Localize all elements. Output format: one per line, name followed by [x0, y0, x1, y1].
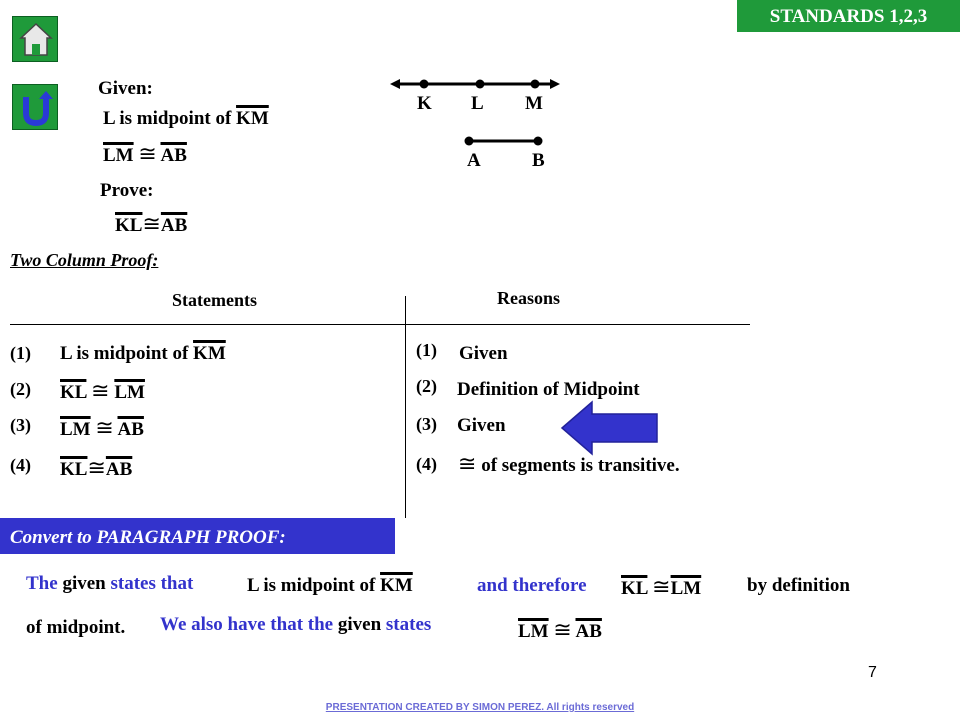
reasons-header: Reasons	[497, 288, 561, 308]
paragraph-line1-statement	[247, 575, 413, 597]
congruent-icon: ≅	[138, 142, 157, 167]
segment-kl: $\overline{KL}$	[621, 578, 648, 599]
point-b	[534, 137, 543, 146]
paragraph-line2-congruence	[518, 618, 602, 643]
paragraph-line1-intro	[26, 573, 193, 595]
segment-lm: $\overline{LM}$	[670, 578, 702, 599]
standards-label: STANDARDS 1,2,3	[737, 0, 960, 32]
point-a	[465, 137, 474, 146]
paragraph-by-definition: by definition	[747, 575, 850, 596]
paragraph-line1-congruence	[621, 575, 701, 600]
table-header-divider	[10, 324, 750, 325]
label-m: M	[525, 93, 543, 114]
paragraph-states-that: states that	[105, 573, 194, 594]
label-l: L	[471, 93, 484, 114]
prove-statement	[115, 212, 187, 237]
paragraph-statement-text: L is midpoint of	[247, 575, 381, 596]
statements-header: Statements	[172, 290, 257, 310]
label-b: B	[532, 150, 545, 171]
row1-statement-text: L is midpoint of	[60, 343, 194, 364]
row1-statement	[60, 343, 226, 365]
congruent-icon: ≅	[553, 618, 572, 643]
segment-km: $\overline{KM}$	[380, 575, 413, 596]
back-button[interactable]	[12, 84, 58, 130]
point-m	[531, 80, 540, 89]
row3-num: (3)	[10, 415, 31, 435]
row4-reason	[458, 452, 680, 477]
given-line1-text: L is midpoint of	[103, 108, 237, 129]
paragraph-states: states	[381, 614, 432, 635]
segment-lm: $\overline{LM}$	[103, 145, 134, 166]
row1-reason-num: (1)	[416, 340, 437, 360]
row1-num: (1)	[10, 343, 31, 363]
segment-ab: $\overline{AB}$	[105, 459, 133, 480]
given-line2	[103, 142, 187, 167]
segment-ab: $\overline{AB}$	[575, 621, 602, 642]
congruent-icon: ≅	[458, 452, 477, 477]
segment-kl: $\overline{KL}$	[115, 215, 143, 236]
row3-statement	[60, 416, 144, 441]
paragraph-given: given	[62, 573, 106, 594]
row4-reason-text: of segments is transitive.	[481, 455, 680, 476]
u-turn-back-icon	[13, 85, 59, 131]
row4-statement	[60, 456, 132, 481]
page-number: 7	[868, 664, 877, 681]
segment-km: $\overline{KM}$	[193, 343, 226, 364]
paragraph-line2-intro	[160, 614, 431, 636]
paragraph-and-therefore: and therefore	[477, 575, 587, 596]
row3-reason-num: (3)	[416, 414, 437, 434]
segment-lm: $\overline{LM}$	[60, 419, 91, 440]
row2-reason: Definition of Midpoint	[457, 379, 640, 400]
congruent-icon: ≅	[87, 456, 106, 481]
segment-ab: $\overline{AB}$	[160, 215, 188, 236]
paragraph-of-midpoint: of midpoint.	[26, 617, 126, 638]
segment-lm: $\overline{LM}$	[518, 621, 549, 642]
paragraph-given-2: given	[337, 614, 382, 635]
convert-banner: Convert to PARAGRAPH PROOF:	[0, 518, 395, 554]
segment-lm: $\overline{LM}$	[114, 382, 145, 403]
row2-statement	[60, 379, 145, 404]
label-a: A	[467, 150, 481, 171]
segment-ab: $\overline{AB}$	[117, 419, 144, 440]
paragraph-we-also: We also have that the	[160, 614, 338, 635]
row1-reason: Given	[459, 343, 508, 364]
congruent-icon: ≅	[142, 212, 161, 237]
segment-kl: $\overline{KL}$	[60, 459, 88, 480]
segment-km: $\overline{KM}$	[236, 108, 269, 129]
point-k	[420, 80, 429, 89]
congruent-icon: ≅	[652, 575, 671, 600]
left-arrow-icon	[560, 400, 660, 456]
row2-reason-num: (2)	[416, 376, 437, 396]
prove-heading: Prove:	[100, 180, 154, 201]
segment-ab: $\overline{AB}$	[160, 145, 187, 166]
row3-reason: Given	[457, 415, 506, 436]
row4-reason-num: (4)	[416, 454, 437, 474]
row4-num: (4)	[10, 455, 31, 475]
congruent-icon: ≅	[95, 416, 114, 441]
footer-credit[interactable]: PRESENTATION CREATED BY SIMON PEREZ. All rights reserved	[325, 702, 635, 713]
congruent-icon: ≅	[91, 379, 110, 404]
home-button[interactable]	[12, 16, 58, 62]
given-heading: Given:	[98, 78, 153, 99]
label-k: K	[417, 93, 432, 114]
table-column-divider	[405, 296, 406, 518]
segment-kl: $\overline{KL}$	[60, 382, 87, 403]
point-l	[476, 80, 485, 89]
row2-num: (2)	[10, 379, 31, 399]
two-column-heading: Two Column Proof:	[10, 250, 159, 270]
home-icon	[13, 17, 59, 63]
paragraph-the: The	[26, 573, 63, 594]
given-line1	[103, 108, 269, 130]
